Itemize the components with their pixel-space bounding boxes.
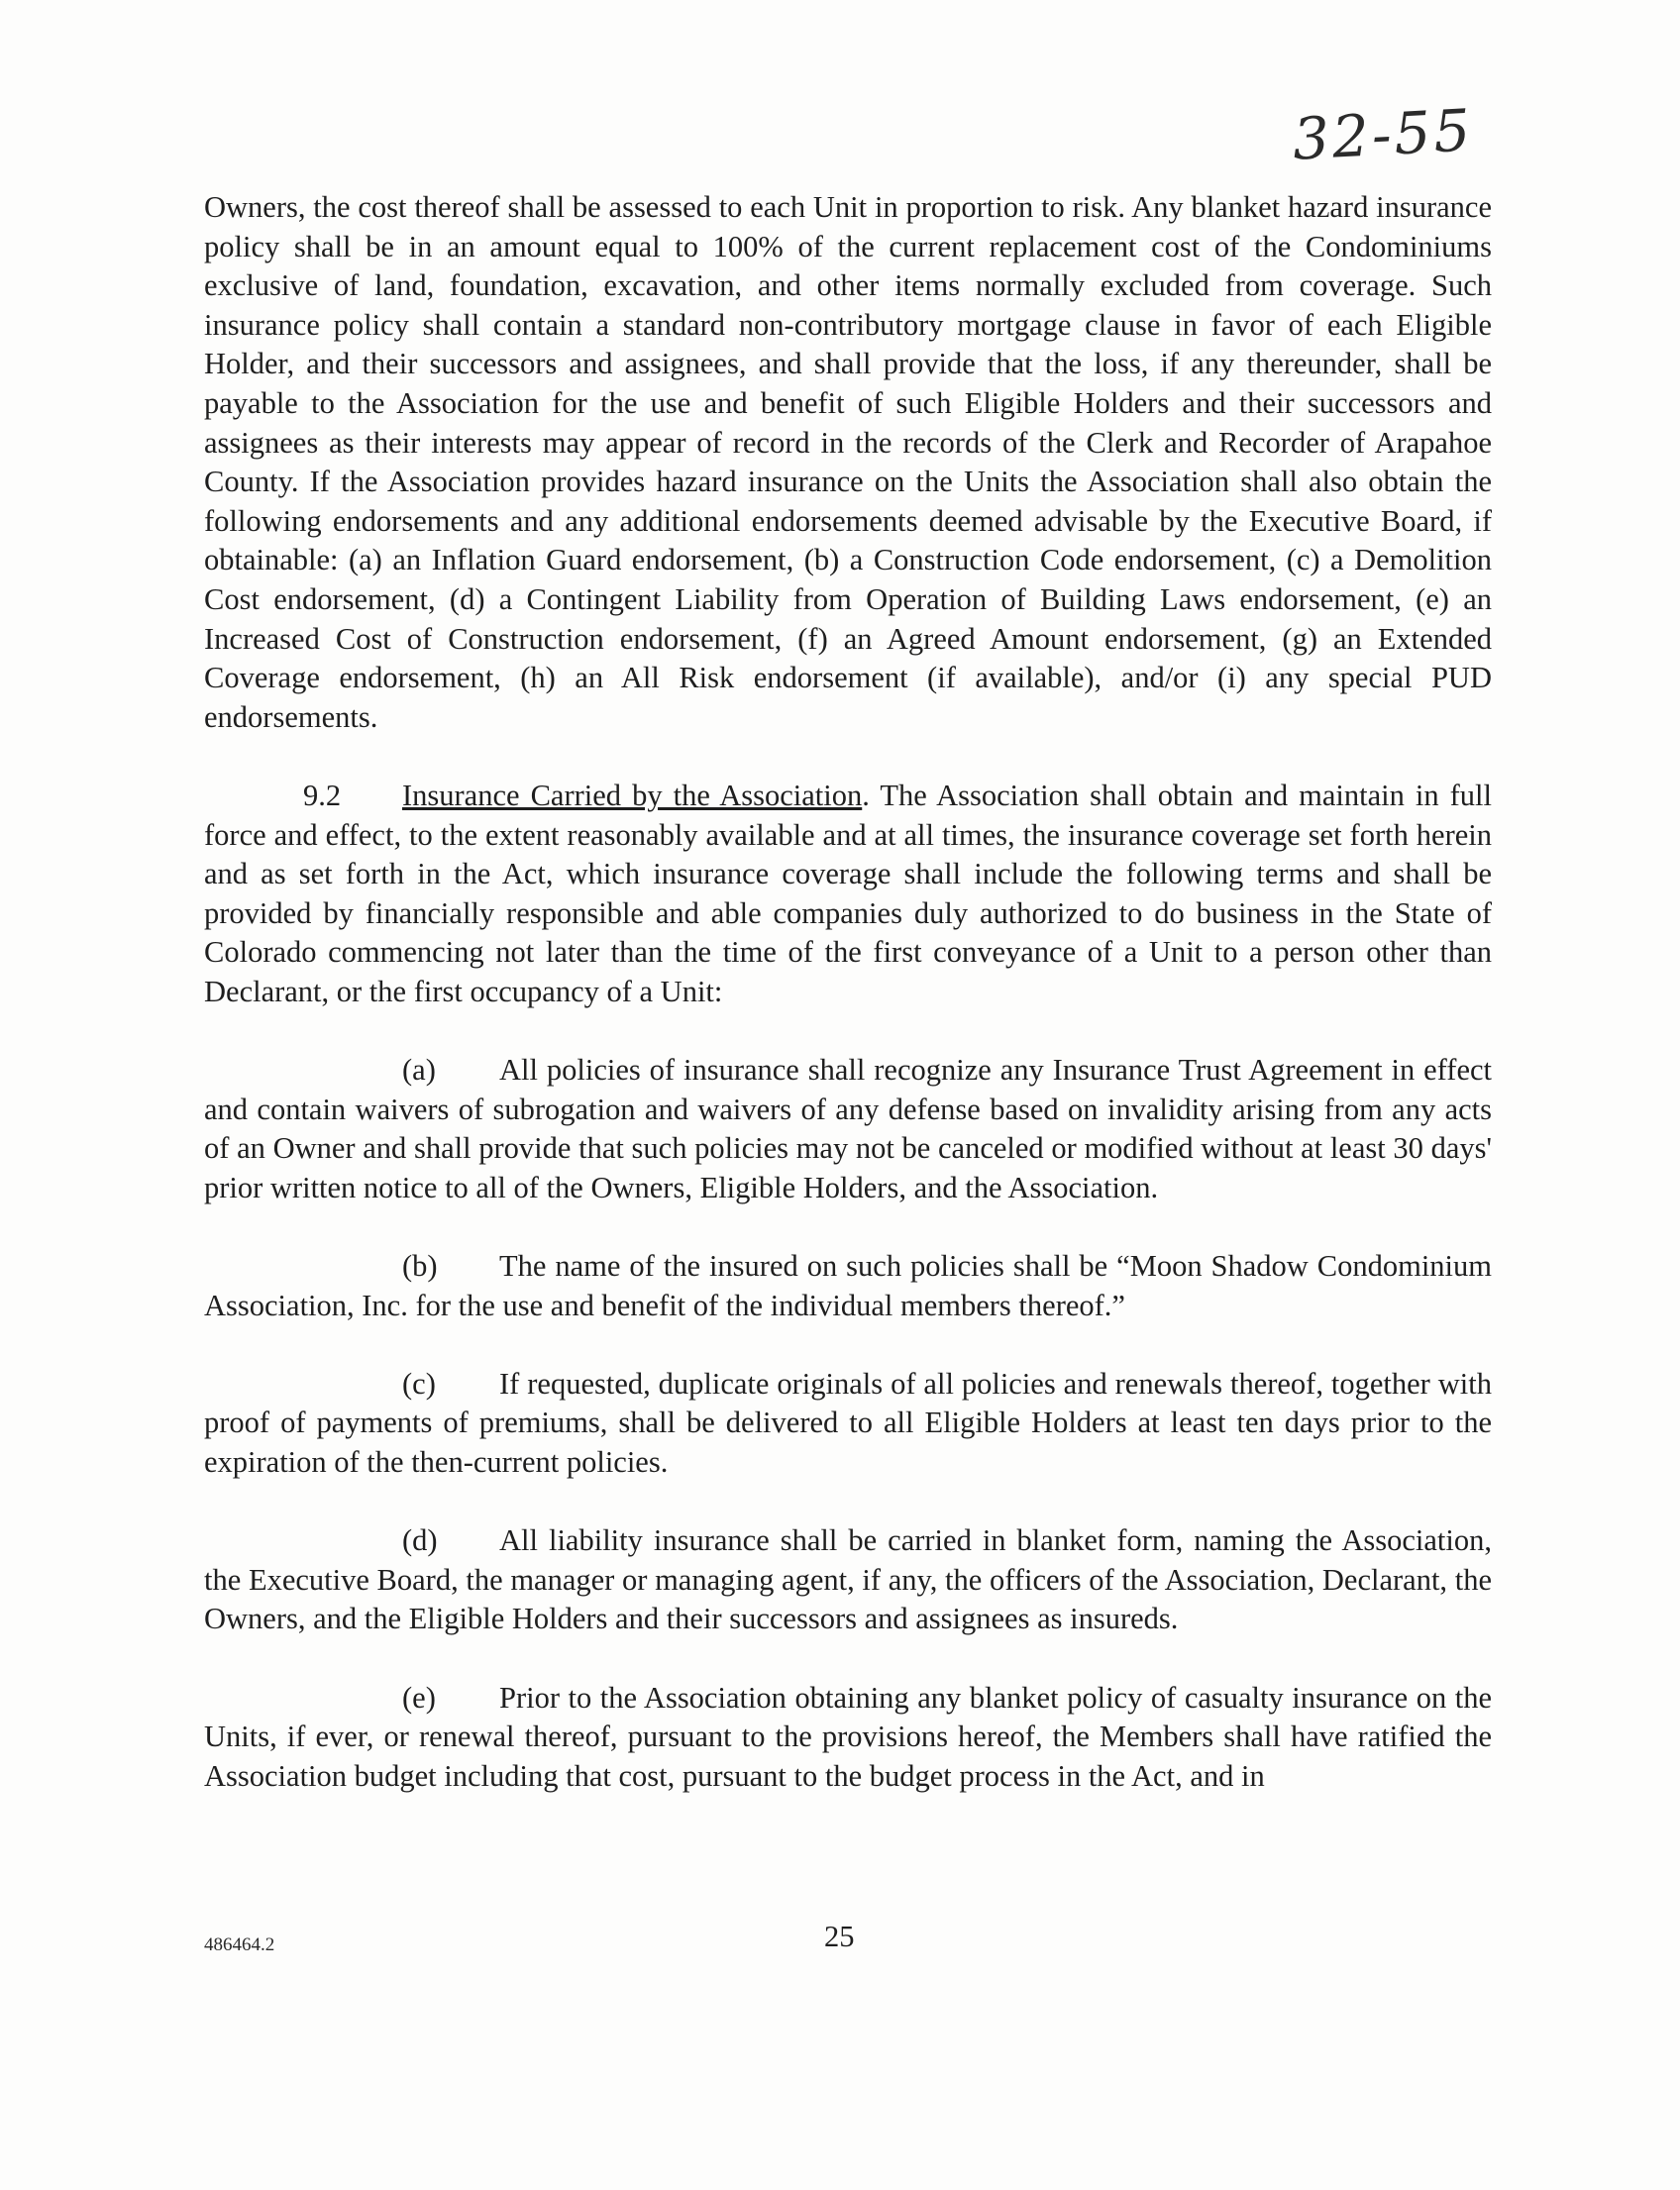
subsection-label: (e) bbox=[402, 1680, 436, 1715]
document-body bbox=[204, 188, 1492, 1835]
subsection-label: (b) bbox=[402, 1249, 438, 1284]
section-9-2 bbox=[204, 777, 1492, 1012]
subsection-label: (d) bbox=[402, 1523, 438, 1558]
subsection-text: The name of the insured on such policies shall be “Moon Shadow Condominium Association, Inc. for the use and benefit of the individual members thereof.” bbox=[204, 1249, 1492, 1322]
handwritten-note: 32-55 bbox=[1291, 96, 1475, 173]
subsection-text: All liability insurance shall be carried in blanket form, naming the Association, the Executive Board, the manager or managing agent, if any, the officers of the Association, Declarant, the Owners, and the Eligible Holders and their successors and assignees as insureds. bbox=[204, 1523, 1492, 1636]
paragraph-continuation: Owners, the cost thereof shall be assessed to each Unit in proportion to risk. Any blanket hazard insurance policy shall be in an amount equal to 100% of the current replacement cost of the Condominiums exclusive of land, foundation, excavation, and other items normally excluded from coverage. Such insurance policy shall contain a standard non-contributory mortgage clause in favor of each Eligible Holder, and their successors and assignees, and shall provide that the loss, if any thereunder, shall be payable to the Association for the use and benefit of such Eligible Holders and their successors and assignees as their interests may appear of record in the records of the Clerk and Recorder of Arapahoe County. If the Association provides hazard insurance on the Units the Association shall also obtain the following endorsements and any additional endorsements deemed advisable by the Executive Board, if obtainable: (a) an Inflation Guard endorsement, (b) a Construction Code endorsement, (c) a Demolition Cost endorsement, (d) a Contingent Liability from Operation of Building Laws endorsement, (e) an Increased Cost of Construction endorsement, (f) an Agreed Amount endorsement, (g) an Extended Coverage endorsement, (h) an All Risk endorsement (if available), and/or (i) any special PUD endorsements. bbox=[204, 190, 1492, 734]
section-title: Insurance Carried by the Association bbox=[402, 778, 863, 812]
subsection-label: (a) bbox=[402, 1053, 436, 1088]
document-id: 486464.2 bbox=[204, 1934, 275, 1955]
subsection-a bbox=[204, 1051, 1492, 1207]
page-number: 25 bbox=[824, 1920, 855, 1953]
subsection-b bbox=[204, 1247, 1492, 1325]
subsection-text: If requested, duplicate originals of all policies and renewals thereof, together with proof of payments of premiums, shall be delivered to all Eligible Holders at least ten days prior to the expiration of the then-current policies. bbox=[204, 1366, 1492, 1479]
subsection-c bbox=[204, 1365, 1492, 1483]
subsection-e bbox=[204, 1679, 1492, 1797]
subsection-d bbox=[204, 1521, 1492, 1639]
section-number: 9.2 bbox=[303, 778, 342, 812]
subsection-text: Prior to the Association obtaining any blanket policy of casualty insurance on the Units, if ever, or renewal thereof, pursuant to the provisions hereof, the Members shall have ratified the Association budget including that cost, pursuant to the budget process in the Act, and in bbox=[204, 1680, 1492, 1793]
subsection-text: All policies of insurance shall recognize any Insurance Trust Agreement in effect and contain waivers of subrogation and waivers of any defense based on invalidity arising from any acts of an Owner and shall provide that such policies may not be canceled or modified without at least 30 days' prior written notice to all of the Owners, Eligible Holders, and the Association. bbox=[204, 1053, 1492, 1204]
section-text: . The Association shall obtain and maintain in full force and effect, to the extent reasonably available and at all times, the insurance coverage set forth herein and as set forth in the Act, which insurance coverage shall include the following terms and shall be provided by financially responsible and able companies duly authorized to do business in the State of Colorado commencing not later than the time of the first conveyance of a Unit to a person other than Declarant, or the first occupancy of a Unit: bbox=[204, 778, 1493, 1008]
subsection-label: (c) bbox=[402, 1366, 436, 1401]
